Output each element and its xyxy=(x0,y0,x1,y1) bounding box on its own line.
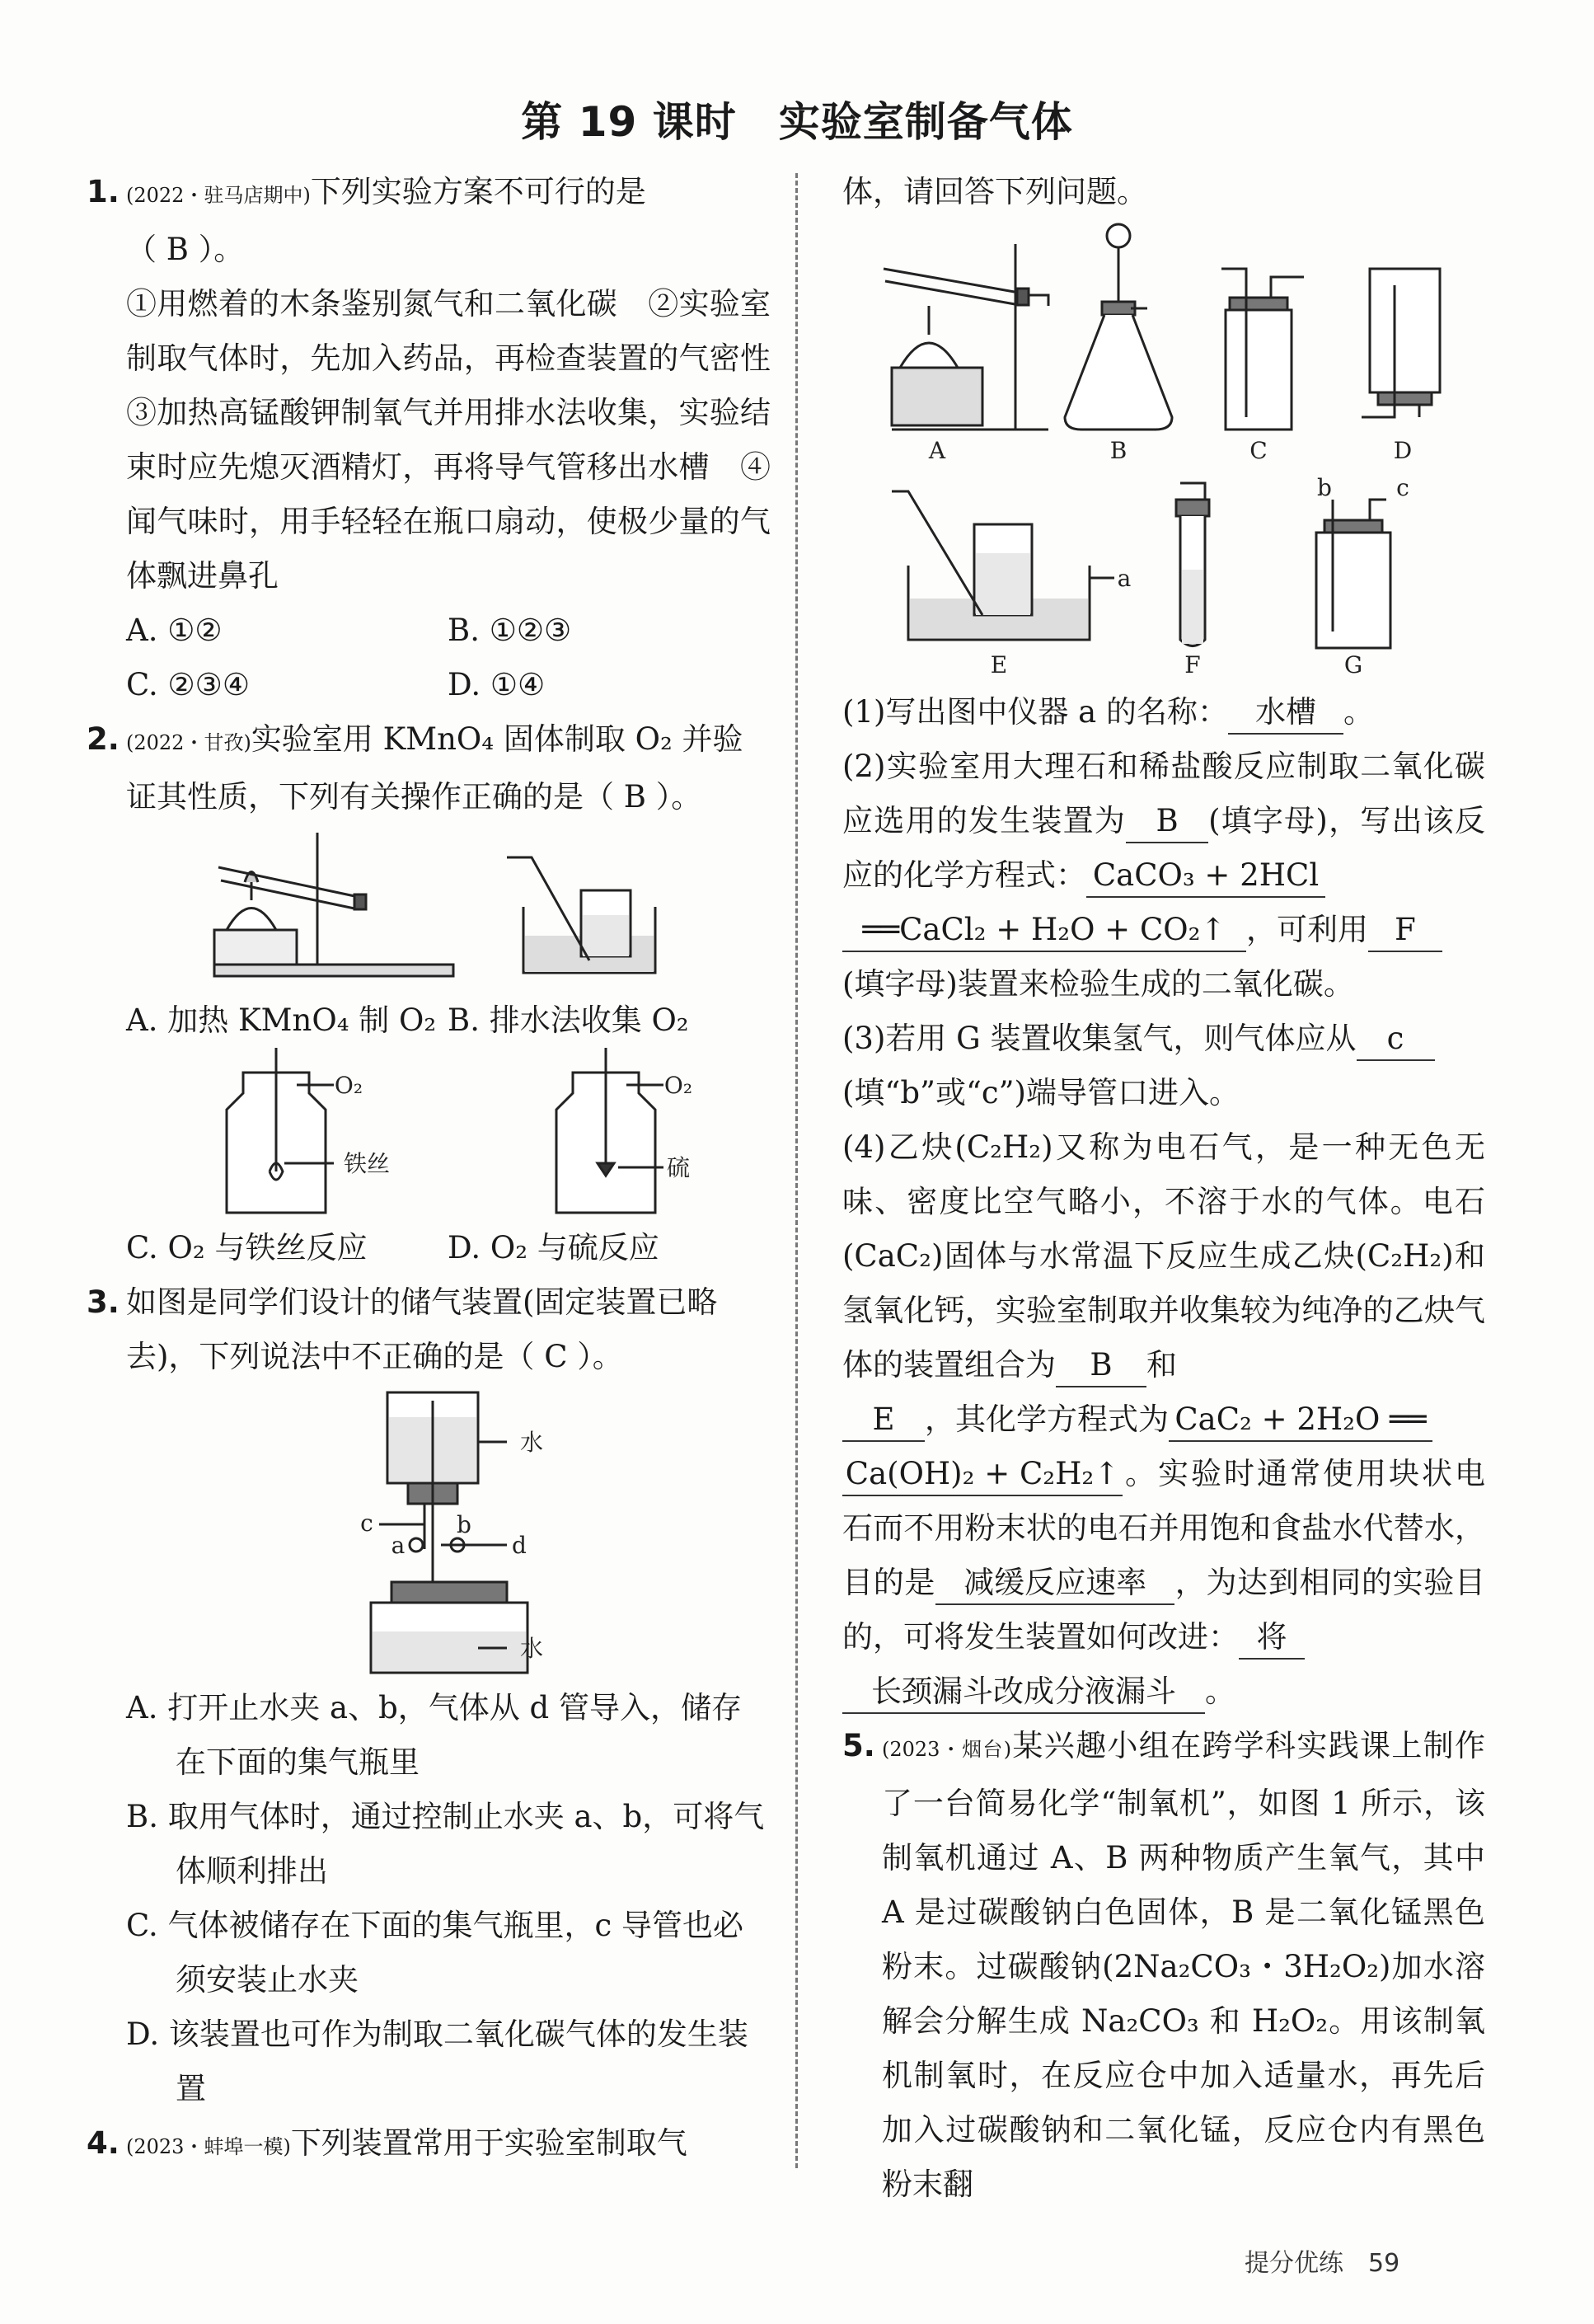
water-displacement-apparatus xyxy=(507,857,655,973)
heating-apparatus xyxy=(214,833,453,976)
label-A: A xyxy=(928,437,946,464)
q2-stem-line xyxy=(87,712,771,824)
q4-p4-end: 。 xyxy=(1205,1674,1235,1709)
q5-stem: 某兴趣小组在跨学科实践课上制作了一台简易化学“制氧机”，如图 1 所示，该制氧机通过 A、B 两种物质产生氧气，其中 A 是过碳酸钠白色固体，B 是二氧化锰黑色粉末。过碳酸钠(2Na₂CO₃・3H₂O₂)加水溶解会分解生成 Na₂CO₃ 和 H₂O₂。用该制氧机制氧时，在反应仓中加入适量水，再先后加入过碳酸钠和二氧化锰，反应仓内有黑色粉末翻 xyxy=(882,1728,1485,2202)
q2-caption-b: B. 排水法收集 O₂ xyxy=(448,1002,689,1038)
q4-p3-text2: (填“b”或“c”)端导管口进入。 xyxy=(842,1075,1240,1110)
q4-p4-text1: (4)乙炔(C₂H₂)又称为电石气，是一种无色无味、密度比空气略小，不溶于水的气体。电石(CaC₂)固体与水常温下反应生成乙炔(C₂H₂)和氢氧化钙，实验室制取并收集较为纯净的乙炔气体的装置组合为 xyxy=(842,1129,1485,1383)
question-3 xyxy=(87,1275,771,2116)
footer-book: 提分优练 xyxy=(1245,2249,1343,2278)
q4-p4-answer4b: 长颈漏斗改成分液漏斗 xyxy=(842,1671,1205,1714)
q4-p2-equation2: ══CaCl₂ + H₂O + CO₂↑ xyxy=(842,909,1246,952)
q4-p2-answer1: B xyxy=(1126,800,1208,843)
q2-caption-a: A. 加热 KMnO₄ 制 O₂ xyxy=(126,1002,437,1038)
label-G: G xyxy=(1343,651,1363,678)
q4-number: 4. xyxy=(87,2125,120,2161)
q1-body: ①用燃着的木条鉴别氮气和二氧化碳 ②实验室制取气体时，先加入药品，再检查装置的气密性 ③加热高锰酸钾制氧气并用排水法收集，实验结束时应先熄灭酒精灯，再将导气管移出水槽 ④闻气味时，用手轻轻在瓶口扇动，使极少量的气体飘进鼻孔 xyxy=(126,286,801,594)
q3-number: 3. xyxy=(87,1284,120,1320)
q2-caption-c: C. O₂ 与铁丝反应 xyxy=(126,1230,368,1265)
label-B: B xyxy=(1109,437,1128,464)
apparatus-g xyxy=(1316,500,1390,648)
q4-p4-text2: ，其化学方程式为 xyxy=(925,1401,1169,1437)
label-E: E xyxy=(990,651,1008,678)
q4-p2-text3: ，可利用 xyxy=(1246,912,1368,947)
q3-option-c: C. 气体被储存在下面的集气瓶里，c 导管也必须安装止水夹 xyxy=(126,1908,743,1998)
q2-caption-d: D. O₂ 与硫反应 xyxy=(448,1230,659,1265)
q4-p2-equation1: CaCO₃ + 2HCl xyxy=(1086,855,1325,898)
q4-p4-equation1: CaC₂ + 2H₂O ══ xyxy=(1169,1399,1432,1442)
page-footer xyxy=(1245,2242,1424,2279)
q5-source: (2023・烟台) xyxy=(882,1738,1012,1761)
q1-option-b: B. ①②③ xyxy=(448,613,572,648)
label-o2-c: O₂ xyxy=(334,1072,363,1099)
q4-part-1 xyxy=(842,685,1485,739)
apparatus-b xyxy=(1065,224,1172,430)
q4-p4-answer3: 减缓反应速率 xyxy=(935,1562,1174,1605)
q2-source: (2022・甘孜) xyxy=(126,731,251,754)
apparatus-e xyxy=(892,491,1114,640)
q4-p3-text1: (3)若用 G 装置收集氢气，则气体应从 xyxy=(842,1021,1357,1056)
apparatus-f xyxy=(1176,483,1209,646)
q2-figure-cd xyxy=(87,1048,771,1221)
q1-source: (2022・驻马店期中) xyxy=(126,184,311,207)
label-D: D xyxy=(1393,437,1413,464)
q4-stem-line xyxy=(87,2116,771,2174)
q1-answer-line: （ B ）。 xyxy=(126,232,245,267)
q4-p1-end: 。 xyxy=(1343,694,1374,730)
q4-p1-text: (1)写出图中仪器 a 的名称： xyxy=(842,694,1228,730)
q2-stem: 实验室用 KMnO₄ 固体制取 O₂ 并验证其性质，下列有关操作正确的是（ B ）。 xyxy=(126,721,743,815)
q1-stem-line xyxy=(87,165,771,223)
label-water-top: 水 xyxy=(519,1429,544,1456)
q3-option-a: A. 打开止水夹 a、b，气体从 d 管导入，储存在下面的集气瓶里 xyxy=(126,1690,742,1780)
label-C: C xyxy=(1249,437,1268,464)
label-water-bottom: 水 xyxy=(519,1635,544,1662)
page-title: 第 19 课时 实验室制备气体 xyxy=(521,98,1073,146)
sulfur-bottle xyxy=(556,1048,663,1213)
label-c: c xyxy=(360,1509,373,1537)
q3-stem-line xyxy=(87,1275,771,1384)
column-divider xyxy=(795,173,798,2168)
q4-stem-cont: 体，请回答下列问题。 xyxy=(842,174,1147,209)
q2-captions-cd xyxy=(87,1221,771,1275)
question-5 xyxy=(842,1719,1485,2212)
label-a-e: a xyxy=(1117,565,1132,592)
q4-p4-text3: 。实验时通常使用块状电石而不用粉末状的电石并用饱和食盐水代替水，目的是 xyxy=(842,1456,1485,1600)
label-tiesi: 铁丝 xyxy=(343,1150,391,1177)
q4-p4-answer1: B xyxy=(1056,1345,1146,1387)
q2-captions-ab xyxy=(87,993,771,1048)
q4-p4-equation2: Ca(OH)₂ + C₂H₂↑ xyxy=(842,1453,1123,1496)
label-a: a xyxy=(391,1532,406,1559)
q4-p4-text4: ，为达到相同的实验目的，可将发生装置如何改进： xyxy=(842,1565,1486,1655)
q3-option-d: D. 该装置也可作为制取二氧化碳气体的发生装置 xyxy=(126,2016,748,2106)
q1-options xyxy=(87,603,771,712)
label-liu: 硫 xyxy=(666,1154,691,1181)
left-column xyxy=(87,165,801,2174)
q4-p1-answer: 水槽 xyxy=(1228,692,1343,735)
q1-number: 1. xyxy=(87,174,120,209)
q4-part-3 xyxy=(842,1012,1485,1120)
right-column xyxy=(842,165,1485,2212)
question-2 xyxy=(87,712,771,1275)
q3-option-b: B. 取用气体时，通过控制止水夹 a、b，可将气体顺利排出 xyxy=(126,1799,765,1889)
q4-p2-answer3: F xyxy=(1368,909,1442,952)
q1-option-c: C. ②③④ xyxy=(126,667,251,702)
apparatus-c xyxy=(1221,269,1304,430)
q4-p2-text4: (填字母)装置来检验生成的二氧化碳。 xyxy=(842,966,1354,1002)
label-c-g: c xyxy=(1396,475,1409,501)
q4-p2-text2: (填字母)，写出该反应的化学方程式： xyxy=(842,803,1485,893)
q4-part-4 xyxy=(842,1120,1485,1719)
page-number: 59 xyxy=(1368,2249,1400,2278)
q1-stem: 下列实验方案不可行的是 xyxy=(310,174,646,209)
q1-option-d: D. ①④ xyxy=(448,667,546,702)
iron-wire-bottle xyxy=(227,1048,334,1213)
q4-figure-bottom xyxy=(842,475,1485,685)
q4-figure-top xyxy=(842,219,1485,475)
label-b: b xyxy=(457,1511,471,1538)
q4-p2-text1: (2)实验室用大理石和稀盐酸反应制取二氧化碳应选用的发生装置为 xyxy=(842,749,1485,838)
question-1 xyxy=(87,165,801,712)
label-d: d xyxy=(512,1532,527,1559)
q5-number: 5. xyxy=(842,1728,875,1763)
label-o2-d: O₂ xyxy=(663,1072,693,1099)
q4-p3-answer: c xyxy=(1357,1018,1435,1061)
q4-p4-answer4a: 将 xyxy=(1239,1617,1305,1660)
label-F: F xyxy=(1184,651,1201,678)
q3-stem: 如图是同学们设计的储气装置(固定装置已略去)，下列说法中不正确的是（ C ）。 xyxy=(126,1284,718,1374)
q2-figure-ab xyxy=(87,824,771,993)
q4-part-2 xyxy=(842,739,1485,1012)
q3-gas-storage-figure xyxy=(87,1384,771,1681)
q4-source: (2023・蚌埠一模) xyxy=(126,2135,291,2158)
q2-number: 2. xyxy=(87,721,120,757)
q1-option-a: A. ①② xyxy=(126,613,223,648)
apparatus-a xyxy=(884,244,1048,430)
label-b-g: b xyxy=(1317,475,1332,501)
apparatus-d xyxy=(1362,269,1440,417)
q4-stem: 下列装置常用于实验室制取气 xyxy=(290,2125,687,2161)
q4-p4-and: 和 xyxy=(1146,1347,1177,1383)
q4-p4-answer2: E xyxy=(842,1399,925,1442)
